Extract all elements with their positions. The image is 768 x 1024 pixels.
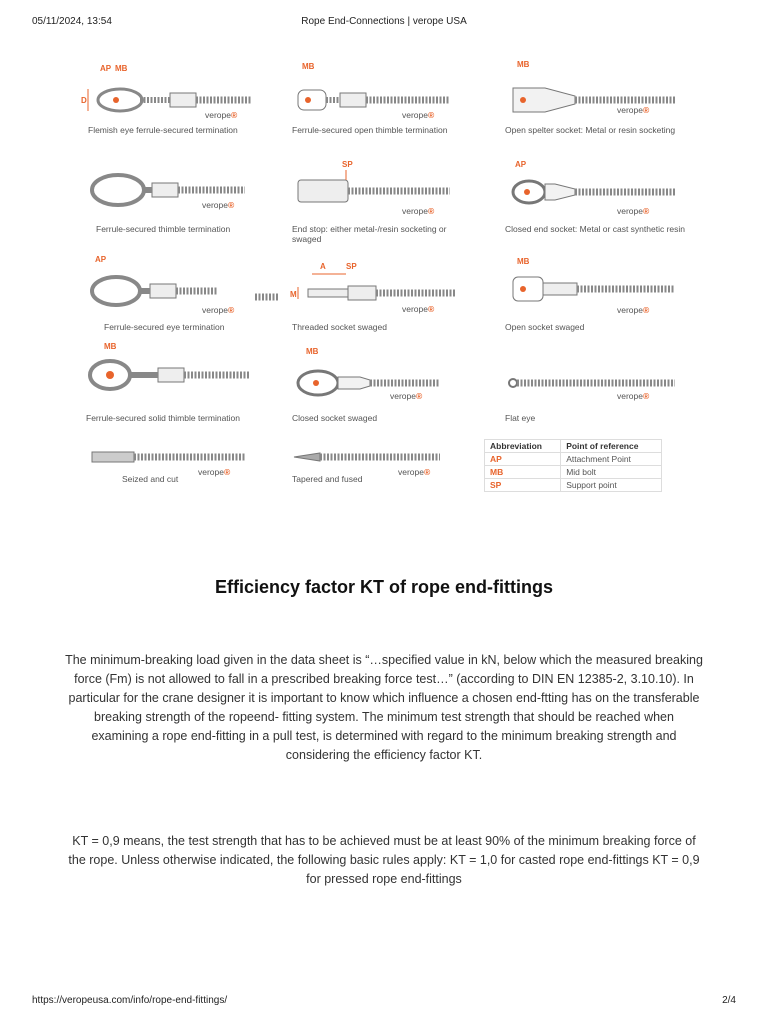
label-ap: AP [100,64,112,73]
table-row [485,453,662,466]
diagram-caption: Ferrule-secured open thimble termination [292,125,448,135]
verope-logo: verope® [198,467,231,477]
label-d: D [81,96,87,105]
legend-abbreviation: AP [485,453,561,466]
diagram-caption: Threaded socket swaged [292,322,387,332]
label-a: A [320,262,326,271]
print-timestamp: 05/11/2024, 13:54 [32,16,112,27]
legend-header-row [485,440,662,453]
verope-logo: verope® [398,467,431,477]
page-url: https://veropeusa.com/info/rope-end-fittings/ [32,995,228,1006]
diagram-caption: Flat eye [505,413,536,423]
diagram-end-stop [290,160,490,250]
label-mb: MB [517,257,530,266]
verope-logo: verope® [617,391,650,401]
diagram-open-spelter [505,60,705,150]
diagram-tapered-fused [290,440,490,530]
diagram-caption: Tapered and fused [292,474,363,484]
label-mb: MB [302,62,315,71]
label-mb: MB [115,64,128,73]
verope-logo: verope® [205,110,238,120]
diagram-ferrule-eye [80,255,280,345]
open-socket-swaged-drawing [505,255,705,325]
diagram-caption: Flemish eye ferrule-secured termination [88,125,238,135]
efficiency-paragraph-1: The minimum-breaking load given in the data sheet is “…specified value in kN, below which the measured breaking force (Fm) is not allowed to fall in a prescribed breaking force test…” (according to DIN EN 12385-2, 3.10.10). In particular for the crane designer it is important to know which influence a chosen end-ftting has on the transferable breaking strength of the ropeend- fitting system. The minimum test strength that should be reached when examining a rope end-fitting in a pull test, is determined with regard to the minimum breaking strength and considering the efficiency factor KT. [65,653,703,762]
label-ap: AP [515,160,527,169]
section-heading: Efficiency factor KT of rope end-fittings [214,577,554,597]
legend-reference: Support point [561,479,662,492]
diagram-flat-eye [505,355,705,445]
label-mb: MB [517,60,530,69]
diagram-caption: Open spelter socket: Metal or resin socketing [505,125,676,135]
diagram-caption: Ferrule-secured thimble termination [96,224,231,234]
diagram-ferrule-thimble [80,160,280,250]
verope-logo: verope® [202,200,235,210]
diagram-open-thimble [290,60,490,150]
label-mb: MB [104,342,117,351]
diagram-caption: End stop: either metal-/resin socketing or swaged [292,224,447,244]
diagram-caption: Open socket swaged [505,322,585,332]
diagram-caption: Closed end socket: Metal or cast synthetic resin [505,224,685,234]
print-page-title: Rope End-Connections | verope USA [301,16,467,27]
flat-eye-drawing [505,355,705,405]
label-m: M [290,290,297,299]
label-sp: SP [346,262,357,271]
verope-logo: verope® [402,304,435,314]
label-mb: MB [306,347,319,356]
end-stop-drawing [290,160,490,230]
diagram-seized-cut [90,440,290,530]
diagram-threaded-socket [290,260,490,350]
closed-end-socket-drawing [505,160,705,230]
legend-reference: Mid bolt [561,466,662,479]
abbreviation-legend-table [484,439,662,492]
diagram-caption: Ferrule-secured solid thimble termination [86,413,241,423]
table-row [485,466,662,479]
diagram-closed-end-socket [505,160,705,250]
verope-logo: verope® [617,105,650,115]
print-footer [32,995,736,1009]
label-sp: SP [342,160,353,169]
diagram-caption: Closed socket swaged [292,413,378,423]
ferrule-thimble-drawing [80,160,280,230]
legend-abbreviation: MB [485,466,561,479]
legend-reference: Attachment Point [561,453,662,466]
diagram-closed-socket-swaged [290,345,490,435]
diagram-flemish-eye [80,60,280,150]
table-row [485,479,662,492]
diagram-caption: Seized and cut [122,474,179,484]
legend-header-reference: Point of reference [561,440,662,453]
verope-logo: verope® [402,206,435,216]
diagram-open-socket-swaged [505,255,705,345]
verope-logo: verope® [617,206,650,216]
diagram-solid-thimble [80,340,280,430]
verope-logo: verope® [402,110,435,120]
page-number: 2/4 [722,995,736,1006]
legend-abbreviation: SP [485,479,561,492]
diagram-caption: Ferrule-secured eye termination [104,322,225,332]
print-header [32,16,736,30]
verope-logo: verope® [617,305,650,315]
verope-logo: verope® [390,391,423,401]
label-ap: AP [95,255,107,264]
verope-logo: verope® [202,305,235,315]
ferrule-eye-drawing [80,255,290,325]
legend-header-abbreviation: Abbreviation [485,440,561,453]
efficiency-paragraph-2: KT = 0,9 means, the test strength that has to be achieved must be at least 90% of the minimum breaking force of the rope. Unless otherwise indicated, the following basic rules apply: KT = 1,0 for casted rope end-fittings KT = 0,9 for pressed rope end-fittings [68,834,700,886]
